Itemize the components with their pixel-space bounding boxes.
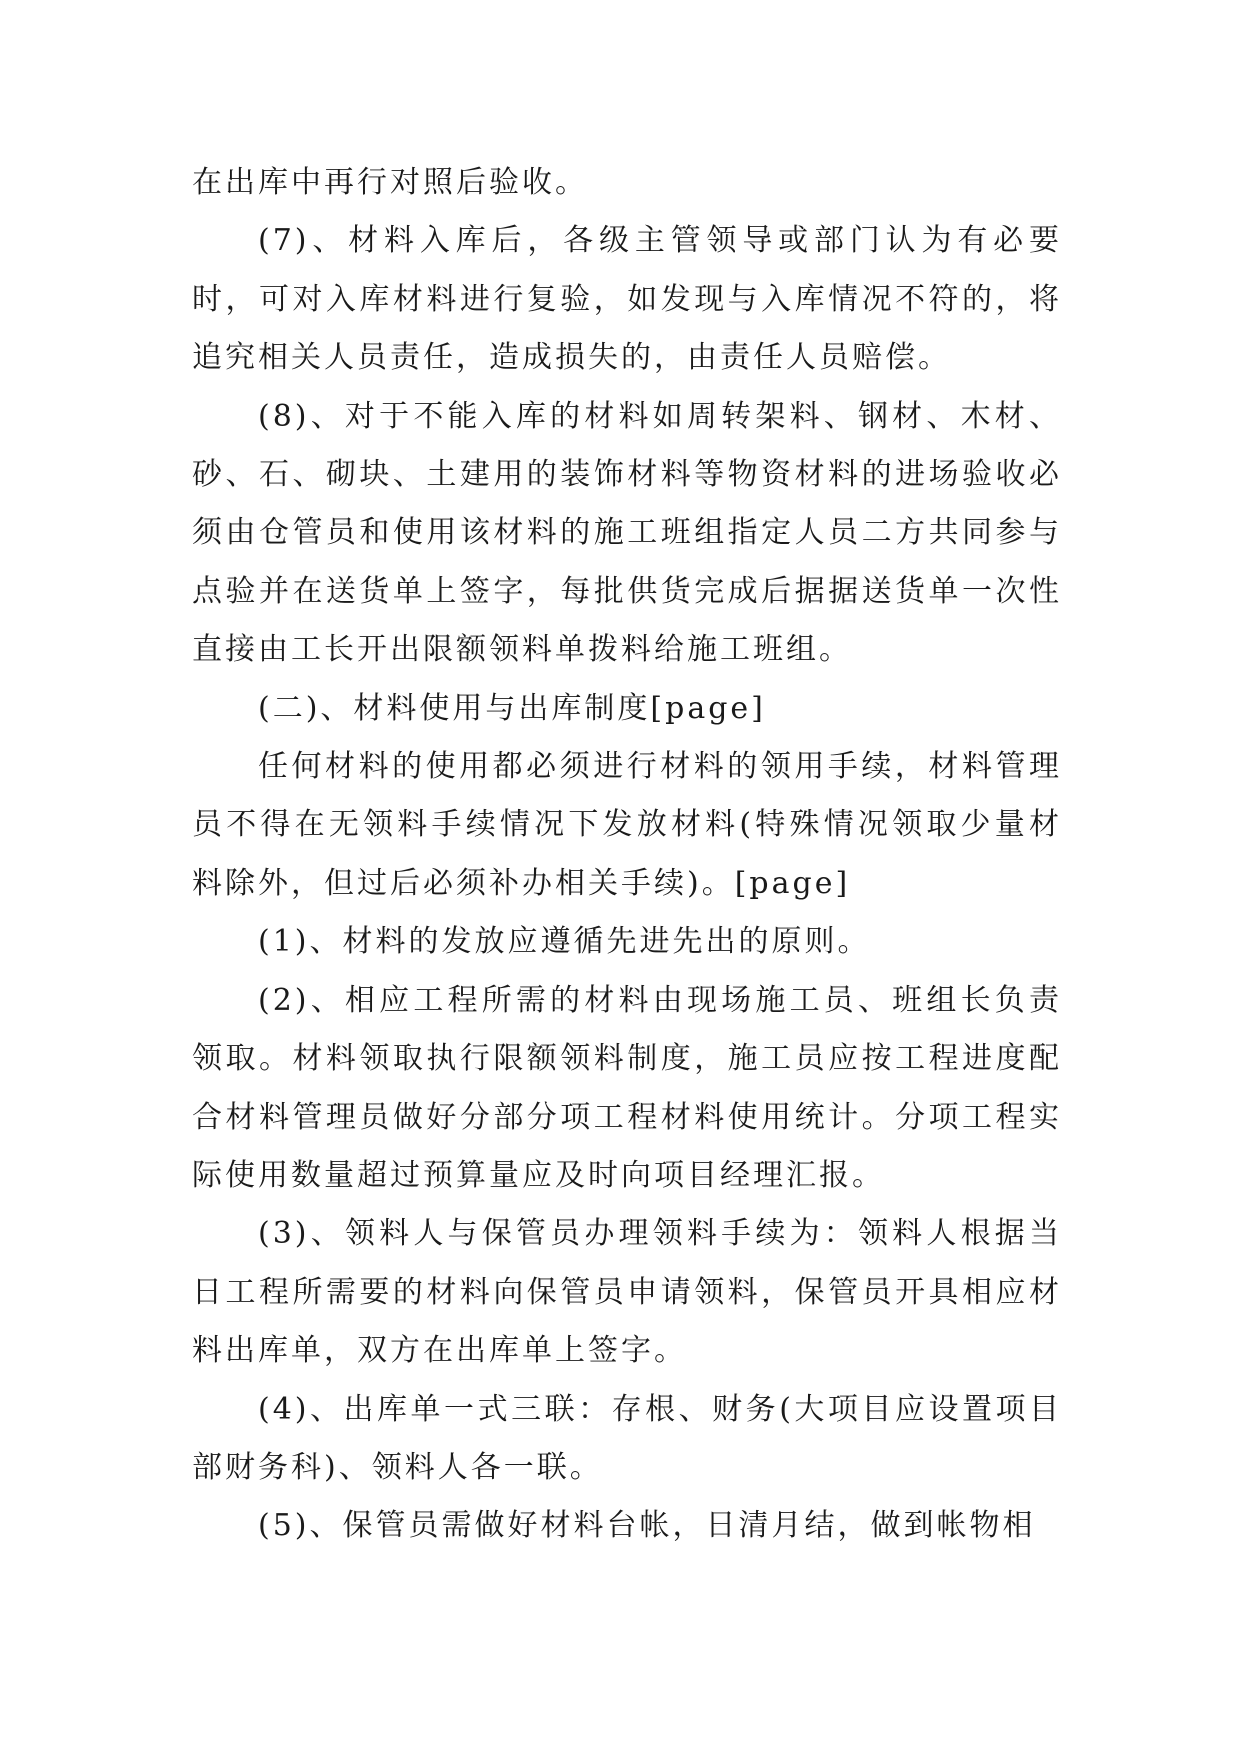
paragraph-item-5: (5)、保管员需做好材料台帐，日清月结，做到帐物相 [258,1508,1036,1544]
paragraph-item-3: (3)、领料人与保管员办理领料手续为：领料人根据当日工程所需要的材料向保管员申请领料，保管员开具相应材料出库单，双方在出库单上签字。 [192,1216,1062,1369]
paragraph-item-7: (7)、材料入库后，各级主管领导或部门认为有必要时，可对入库材料进行复验，如发现与入库情况不符的，将追究相关人员责任，造成损失的，由责任人员赔偿。 [192,223,1062,376]
paragraph-usage-intro: 任何材料的使用都必须进行材料的领用手续，材料管理员不得在无领料手续情况下发放材料(特殊情况领取少量材料除外，但过后必须补办相关手续)。[page] [192,749,1062,901]
section-heading-usage-and-outbound: (二)、材料使用与出库制度[page] [258,690,766,726]
paragraph-item-4: (4)、出库单一式三联：存根、财务(大项目应设置项目部财务科)、领料人各一联。 [192,1391,1062,1485]
paragraph-item-1: (1)、材料的发放应遵循先进先出的原则。 [258,924,871,960]
paragraph-continuation: 在出库中再行对照后验收。 [192,165,588,200]
document-body [192,154,1062,1556]
paragraph-item-2: (2)、相应工程所需的材料由现场施工员、班组长负责领取。材料领取执行限额领料制度，施工员应按工程进度配合材料管理员做好分部分项工程材料使用统计。分项工程实际使用数量超过预算量应及时向项目经理汇报。 [192,982,1062,1193]
paragraph-item-8: (8)、对于不能入库的材料如周转架料、钢材、木材、砂、石、砌块、土建用的装饰材料等物资材料的进场验收必须由仓管员和使用该材料的施工班组指定人员二方共同参与点验并在送货单上签字，每批供货完成后据据送货单一次性直接由工长开出限额领料单拨料给施工班组。 [192,398,1062,668]
